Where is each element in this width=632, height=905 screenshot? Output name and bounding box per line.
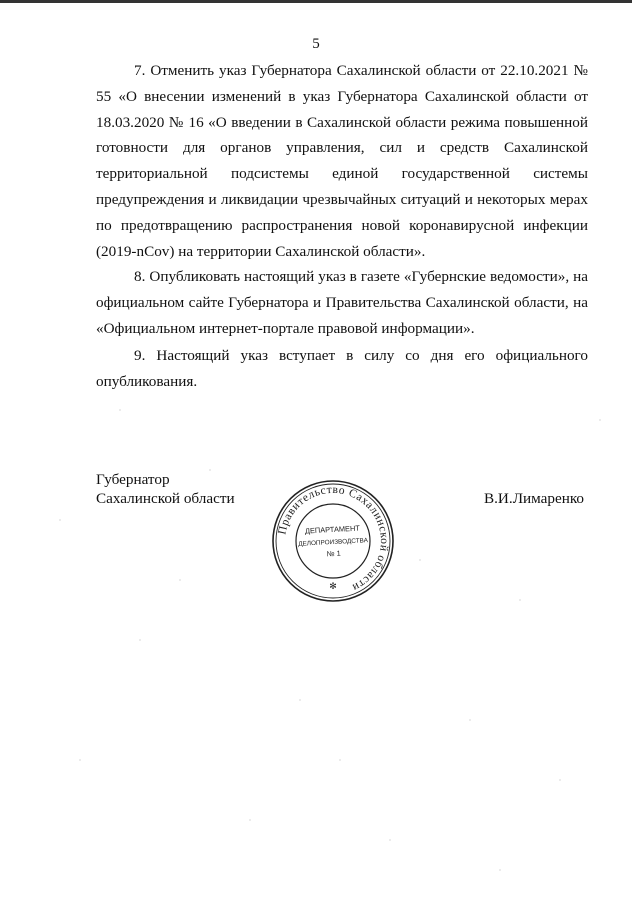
seal-star-icon: ✻ xyxy=(329,582,337,592)
page-number: 5 xyxy=(312,36,320,52)
official-seal xyxy=(270,478,396,604)
signatory-position xyxy=(96,470,235,508)
paragraph-8-text: 8. Опубликовать настоящий указ в газете «Губернские ведомости», на официальном сайте Губернатора и Правительства Сахалинской области, на «Официальном интернет-портале правовой информации». xyxy=(96,268,588,337)
seal-line1: ДЕПАРТАМЕНТ xyxy=(304,523,361,536)
seal-ring-text: Правительство Сахалинской области xyxy=(276,483,391,594)
signatory-position-line2: Сахалинской области xyxy=(96,490,235,507)
seal-line2: ДЕЛОПРОИЗВОДСТВА xyxy=(298,537,369,548)
signatory-position-line1: Губернатор xyxy=(96,471,170,488)
paragraph-9-text: 9. Настоящий указ вступает в силу со дня его официального опубликования. xyxy=(96,347,588,390)
paragraph-9 xyxy=(96,343,588,395)
paragraph-8 xyxy=(96,264,588,341)
signatory-name: В.И.Лимаренко xyxy=(484,490,585,507)
seal-line3: № 1 xyxy=(326,548,341,559)
top-border-line xyxy=(0,0,632,3)
paragraph-7 xyxy=(96,58,588,264)
paragraph-7-text: 7. Отменить указ Губернатора Сахалинской области от 22.10.2021 № 55 «О внесении изменений в указ Губернатора Сахалинской области от 18.03.2020 № 16 «О введении в Сахалинской области режима повышенной готовности для органов управления, сил и средств Сахалинской территориальной подсистемы единой государственной системы предупреждения и ликвидации чрезвычайных ситуаций и некоторых мерах по предотвращению распространения новой коронавирусной инфекции (2019-nCov) на территории Сахалинской области». xyxy=(96,62,588,260)
